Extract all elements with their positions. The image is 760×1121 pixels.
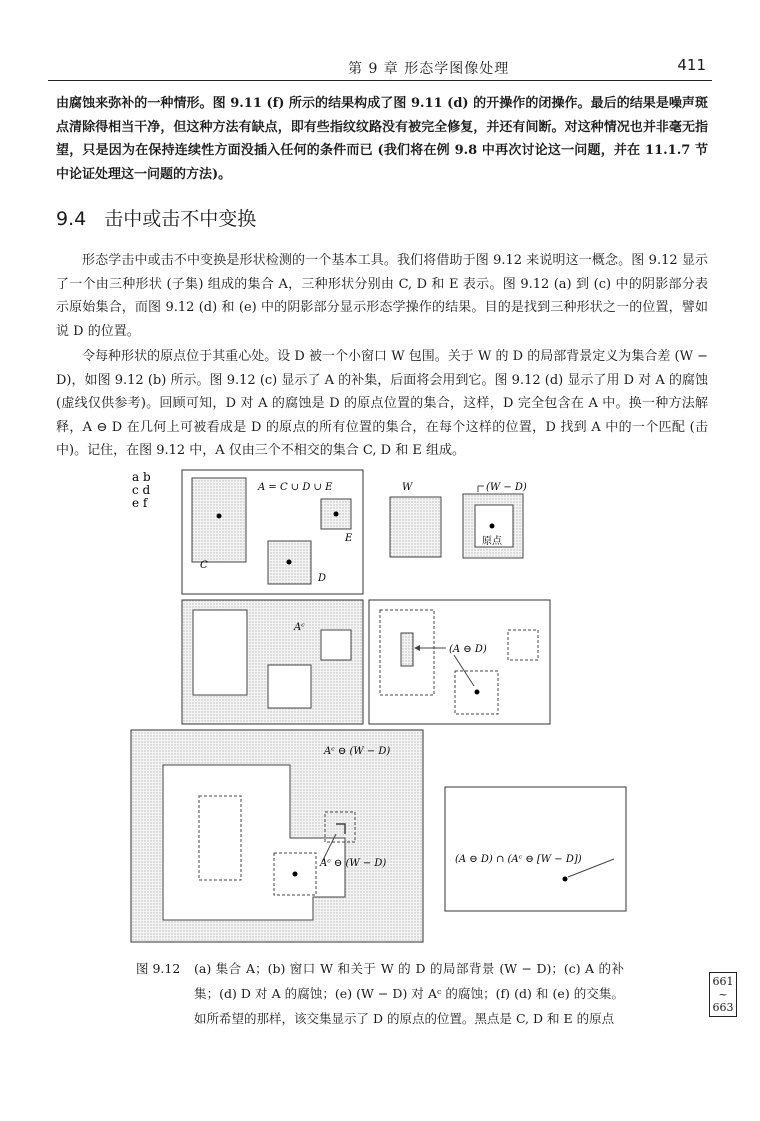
erosion-result-d: [475, 690, 480, 695]
shape-c: [192, 478, 246, 562]
panel-layout-key: [132, 470, 151, 510]
paragraph-origin: 令每种形状的原点位于其重心处。设 D 被一个小窗口 W 包围。关于 W 的 D 的局部背景定义为集合差 (W − D)，如图 9.12 (b) 所示。图 9.12 (c) 显示了 A 的补集，后面将会用到它。图 9.12 (d) 显示了用 D 对 A 的腐蚀 (虚线仅供参考)。回顾可知，D 对 A 的腐蚀是 D 的原点位置的集合，这样，D 完全包含在 A 中。换一种方法解释，A ⊖ D 在几何上可被看成是 D 的原点的所有位置的集合，在每个这样的位置，D 找到 A 中的一个匹配 (击中)。记住，在图 9.12 中，A 仅由三个不相交的集合 C, D 和 E 组成。: [56, 349, 708, 458]
panel-a: [182, 470, 363, 594]
label-w-minus-d: (W − D): [486, 482, 527, 493]
hole-d: [268, 665, 311, 708]
label-d: D: [318, 573, 327, 584]
label-e-inner: Aᶜ ⊖ (W − D): [320, 858, 387, 869]
label-intersection: (A ⊖ D) ∩ (Aᶜ ⊖ [W − D]): [455, 854, 582, 865]
label-a-erode-d: (A ⊖ D): [449, 644, 487, 655]
origin-dot-e: [334, 512, 339, 517]
hole-c: [193, 610, 247, 695]
panel-b: [390, 482, 527, 558]
panel-c: [182, 600, 363, 724]
page-number: 411: [677, 56, 706, 74]
panel-f-frame: [445, 787, 626, 911]
window-w: [390, 497, 441, 557]
layout-key-row-1: a b: [132, 470, 151, 484]
result-dot-f: [563, 877, 568, 882]
origin-dot-b: [490, 524, 495, 529]
origin-dot-c: [217, 514, 222, 519]
label-c: C: [200, 560, 208, 571]
origin-dot-d: [287, 560, 292, 565]
layout-key-row-3: e f: [132, 496, 148, 510]
panel-f: [445, 787, 626, 911]
margin-ref-top: 661: [712, 975, 734, 988]
erosion-result-c: [401, 633, 413, 666]
chapter-title: 第 9 章 形态学图像处理: [348, 61, 510, 77]
label-w: W: [402, 482, 413, 493]
panel-a-set-label: A = C ∪ D ∪ E: [258, 482, 333, 493]
margin-ref-bottom: 663: [712, 1001, 734, 1014]
margin-page-reference: [709, 972, 737, 1017]
margin-ref-mid: ~: [718, 988, 728, 1001]
label-origin: 原点: [482, 536, 502, 547]
label-e-top: Aᶜ ⊖ (W − D): [324, 746, 391, 757]
section-title: 击中或击不中变换: [104, 208, 257, 230]
panel-e: [131, 730, 423, 942]
paragraph-intro: 形态学击中或击不中变换是形状检测的一个基本工具。我们将借助于图 9.12 来说明这一概念。图 9.12 显示了一个由三种形状 (子集) 组成的集合 A，三种形状分别由 C, D 和 E 表示。图 9.12 (a) 到 (c) 中的阴影部分表示原始集合，而图 9.12 (d) 和 (e) 中的阴影部分显示形态学操作的结果。目的是找到三种形状之一的位置，譬如说 D 的位置。: [56, 253, 708, 339]
paragraph-continued: 由腐蚀来弥补的一种情形。图 9.11 (f) 所示的结果构成了图 9.11 (d) 的开操作的闭操作。最后的结果是噪声斑点清除得相当干净，但这种方法有缺点，即有些指纹纹路没有被完全修复，并还有间断。对这种情况也并非毫无指望，只是因为在保持连续性方面没插入任何的条件而已 (我们将在例 9.8 中再次讨论这一问题，并在 11.1.7 节中论证处理这一问题的方法)。: [56, 96, 708, 182]
panel-d-frame: [369, 600, 550, 724]
panel-d: [369, 600, 550, 724]
result-dot-e: [293, 872, 298, 877]
label-e: E: [345, 533, 353, 544]
hole-e: [321, 630, 351, 660]
section-number: 9.4: [56, 208, 87, 230]
label-a-complement: Aᶜ: [294, 622, 305, 633]
caption-text: (a) 集合 A；(b) 窗口 W 和关于 W 的 D 的局部背景 (W − D)；(c) A 的补集；(d) D 对 A 的腐蚀；(e) (W − D) 对 Aᶜ 的腐蚀；(f) (d) 和 (e) 的交集。如所希望的那样，该交集显示了 D 的原点的位置。黑点是 C, D 和 E 的原点: [194, 961, 624, 1026]
layout-key-row-2: c d: [132, 483, 151, 497]
caption-label: 图 9.12: [136, 961, 181, 976]
